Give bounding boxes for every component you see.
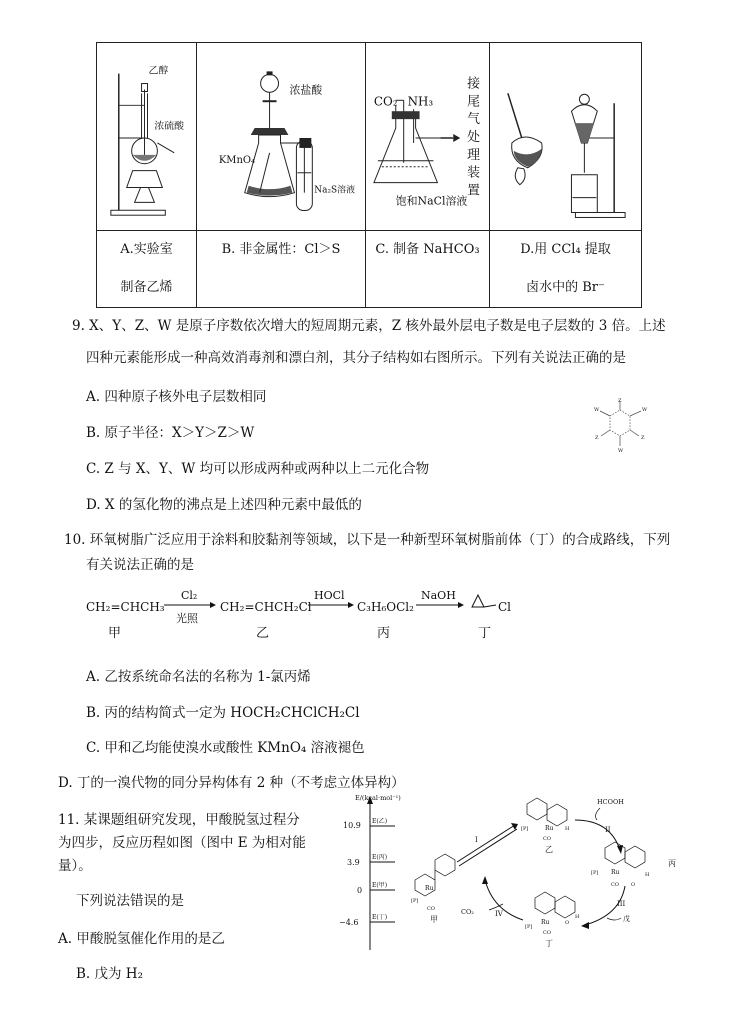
q10-option-b: B. 丙的结构简式一定为 HOCH₂CHClCH₂Cl: [86, 705, 360, 721]
energy-tick-10-9: 10.9: [343, 821, 361, 830]
q9-option-c: C. Z 与 X、Y、W 均可以形成两种或两种以上二元化合物: [86, 461, 430, 477]
label-ethanol: 乙醇: [148, 65, 169, 77]
caption-c: [366, 231, 490, 308]
struct-z-left: Z: [595, 435, 599, 441]
struct-w-right: W: [642, 407, 648, 413]
q10-stem-line1: 10. 环氧树脂广泛应用于涂料和胶黏剂等领域，以下是一种新型环氧树脂前体（丁）的合成路线，下列: [64, 532, 671, 548]
scheme-yi-formula: CH₂=CHCH₂Cl: [220, 600, 312, 614]
yi-h: H: [565, 826, 570, 832]
ding-co: CO: [543, 930, 551, 936]
apparatus-a: [97, 43, 197, 231]
step-i: I: [475, 836, 478, 844]
caption-d-line1: D.用 CCl₄ 提取: [520, 242, 611, 257]
label-conc-hcl: 浓盐酸: [289, 83, 323, 97]
step-iv: IV: [495, 910, 503, 918]
q10-option-c: C. 甲和乙均能使溴水或酸性 KMnO₄ 溶液褪色: [86, 740, 365, 756]
struct-w-bottom: W: [618, 448, 624, 454]
caption-b-line1: B. 非金属性：Cl＞S: [221, 242, 341, 257]
scheme-r1-light: 光照: [176, 612, 198, 625]
extraction-apparatus-figure: [490, 43, 641, 230]
q9-option-b: B. 原子半径：X＞Y＞Z＞W: [86, 425, 255, 441]
energy-tick-3-9: 3.9: [347, 858, 360, 867]
bing-p: [P]: [591, 870, 599, 876]
caption-b: [197, 231, 366, 308]
label-tail-3: 气: [467, 112, 481, 128]
label-kmno4: KMnO₄: [218, 154, 256, 166]
step-ii: II: [605, 826, 611, 834]
scheme-r2-hocl: HOCl: [314, 589, 345, 602]
struct-z-top: Z: [618, 398, 622, 404]
q11-stem-line4: 下列说法错误的是: [76, 893, 184, 909]
scheme-ding-cl: Cl: [498, 600, 512, 614]
scheme-label-jia: 甲: [108, 626, 122, 641]
struct-z-right: Z: [641, 435, 645, 441]
label-tail-7: 置: [467, 183, 481, 199]
q11-stem-line1: 11. 某课题组研究发现，甲酸脱氢过程分: [58, 812, 300, 828]
label-tail-1: 接: [467, 76, 481, 92]
scheme-r1-cl2: Cl₂: [181, 589, 198, 602]
caption-a-line1: A.实验室: [120, 242, 173, 257]
nahco3-apparatus-figure: [366, 43, 489, 230]
label-yi: 乙: [545, 845, 553, 854]
q9-stem-line1: 9. X、Y、Z、W 是原子序数依次增大的短周期元素，Z 核外最外层电子数是电子层数的 3 倍。上述: [72, 318, 666, 334]
energy-tick-neg-4-6: −4.6: [339, 918, 359, 927]
label-tail-2: 尾: [467, 94, 481, 110]
q9-option-d: D. X 的氢化物的沸点是上述四种元素中最低的: [86, 497, 362, 513]
yi-p: [P]: [521, 826, 529, 832]
caption-a: [97, 231, 197, 308]
level-e-jia: E(甲): [372, 882, 388, 889]
q10-option-d: D. 丁的一溴代物的同分异构体有 2 种（不考虑立体异构）: [58, 775, 405, 791]
caption-c-line1: C. 制备 NaHCO₃: [375, 242, 480, 257]
bing-co: CO: [611, 882, 619, 888]
q9-option-a: A. 四种原子核外电子层数相同: [86, 389, 267, 405]
ding-p: [P]: [525, 924, 533, 930]
yi-co: CO: [543, 836, 551, 842]
ding-o: O: [565, 920, 570, 926]
apparatus-d: [490, 43, 642, 231]
scheme-label-bing: 丙: [377, 626, 391, 641]
q11-option-b: B. 戊为 H₂: [76, 966, 143, 982]
scheme-r3-naoh: NaOH: [421, 589, 456, 602]
label-tail-4: 处: [467, 129, 481, 145]
ding-ru: Ru: [541, 919, 550, 926]
q11-reaction-diagram: [335, 790, 685, 950]
label-co2: CO₂: [373, 94, 398, 109]
complex-bing: [591, 842, 676, 888]
bing-ru: Ru: [611, 869, 620, 876]
level-e-ding: E(丁): [372, 914, 388, 921]
ethylene-apparatus-figure: [97, 43, 196, 230]
chlorine-apparatus-figure: [197, 43, 365, 230]
label-bing: 丙: [668, 859, 676, 868]
label-ding: 丁: [545, 939, 553, 948]
energy-tick-0: 0: [357, 886, 363, 895]
apparatus-b: [197, 43, 366, 231]
struct-w-left: W: [594, 407, 600, 413]
label-conc-sulfuric: 浓硫酸: [154, 121, 185, 133]
q9-molecule-structure: [585, 398, 675, 456]
q11-option-a: A. 甲酸脱氢催化作用的是乙: [58, 931, 225, 947]
level-e-bing: E(丙): [372, 854, 388, 861]
q10-synthesis-scheme: [86, 585, 566, 645]
label-tail-6: 装: [467, 165, 481, 181]
bing-o: O: [631, 882, 636, 888]
label-jia: 甲: [430, 915, 438, 924]
jia-p: [P]: [411, 898, 419, 904]
scheme-label-yi: 乙: [256, 626, 270, 641]
scheme-bing-formula: C₃H₆OCl₂: [357, 600, 414, 614]
label-tail-5: 理: [467, 147, 481, 163]
apparatus-c: [366, 43, 490, 231]
q9-stem-line2: 四种元素能形成一种高效消毒剂和漂白剂，其分子结构如右图所示。下列有关说法正确的是: [86, 350, 626, 366]
label-nh3: NH₃: [407, 94, 434, 109]
ding-h: H: [575, 914, 580, 920]
level-e-yi: E(乙): [372, 818, 388, 825]
energy-axis-label: E/(kcal·mol⁻¹): [355, 794, 401, 802]
caption-d: [490, 231, 642, 308]
jia-ru: Ru: [425, 885, 434, 892]
product-wu: 戊: [623, 915, 630, 923]
yi-ru: Ru: [545, 825, 554, 832]
q10-stem-line2: 有关说法正确的是: [86, 557, 194, 573]
label-sat-nacl: 饱和NaCl溶液: [395, 194, 468, 208]
caption-d-line2: 卤水中的 Br⁻: [526, 280, 605, 295]
scheme-jia-formula: CH₂=CHCH₃: [86, 600, 165, 614]
product-co2: CO₂: [461, 908, 474, 916]
experiment-table: [96, 42, 642, 308]
caption-a-line2: 制备乙烯: [120, 280, 173, 295]
complex-ding: [525, 892, 580, 948]
q10-option-a: A. 乙按系统命名法的名称为 1-氯丙烯: [86, 669, 311, 685]
complex-yi: [521, 798, 570, 854]
q11-stem-line3: 量）。: [58, 858, 92, 874]
step-iii: III: [617, 900, 626, 908]
reagent-hcooh: HCOOH: [597, 798, 624, 806]
q11-stem-line2: 为四步，反应历程如图（图中 E 为相对能: [58, 835, 306, 851]
label-na2s: Na₂S溶液: [314, 185, 356, 196]
jia-co: CO: [427, 906, 435, 912]
bing-h: H: [645, 872, 650, 878]
scheme-label-ding: 丁: [478, 626, 492, 641]
complex-jia: [411, 854, 455, 924]
